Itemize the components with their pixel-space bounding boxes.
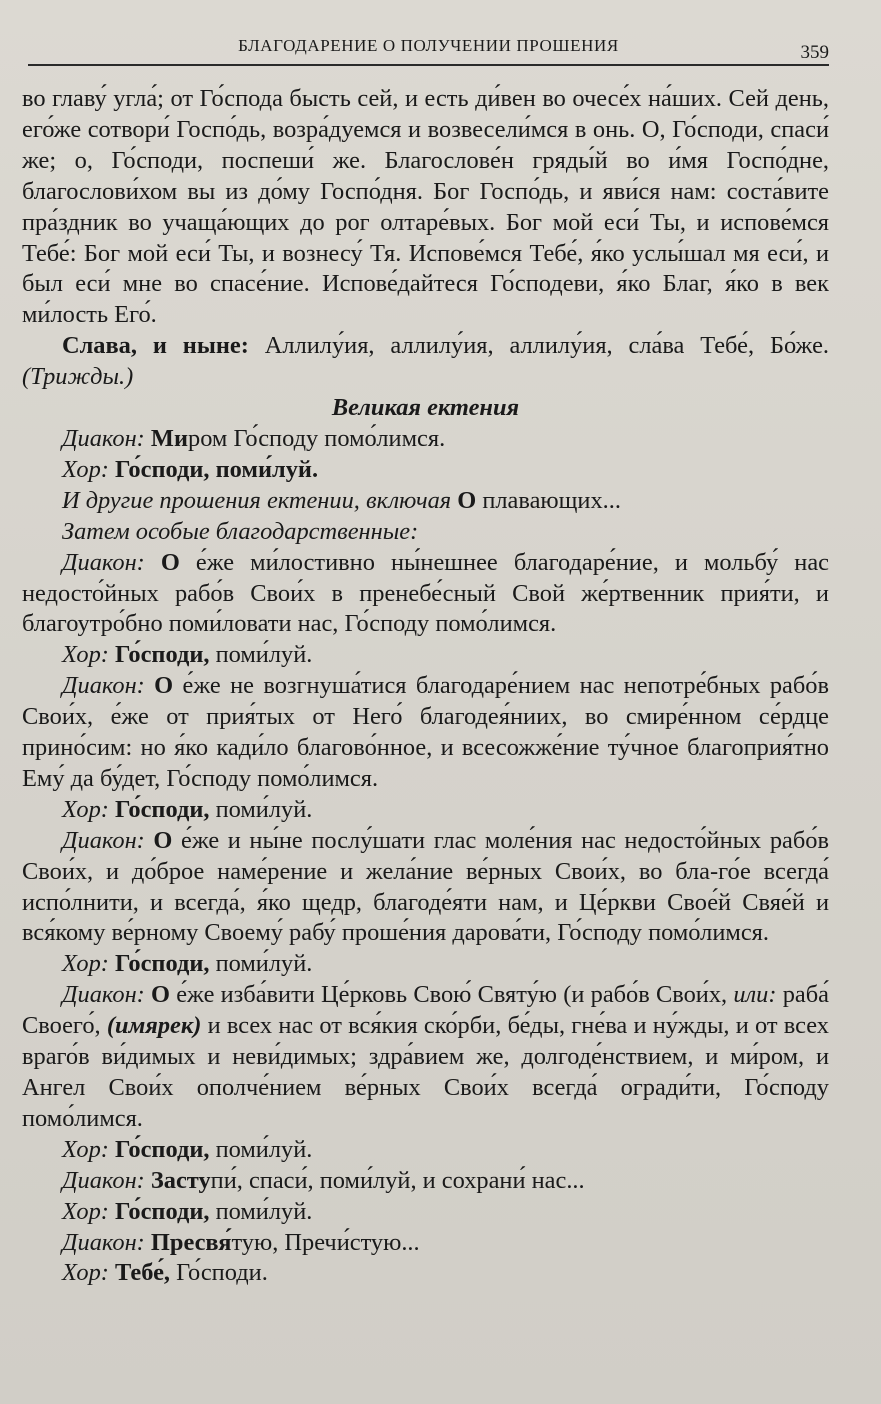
choir-line-3: [22, 795, 829, 826]
speaker-label: Хор:: [62, 641, 109, 669]
choir-line-1: [22, 455, 829, 486]
petition-text-a: е́же изба́вити Це́рковь Свою́ Святу́ю (и рабо́в Свои́х,: [170, 981, 728, 1009]
speaker-label: Диакон:: [62, 1228, 145, 1256]
deacon-line-5: [22, 980, 829, 1135]
deacon-line-2: [22, 548, 829, 641]
choir-line-2: [22, 640, 829, 671]
initial-word: Засту: [144, 1166, 211, 1194]
speaker-label: Диакон:: [62, 424, 145, 452]
glory-note: (Трижды.): [22, 363, 134, 391]
rubric-text: И другие прошения ектении, включая: [62, 486, 452, 514]
choir-line-4: [22, 949, 829, 980]
page-number: 359: [800, 42, 829, 63]
speaker-label: Хор:: [62, 1259, 109, 1287]
response-bold: Го́споди,: [108, 795, 210, 823]
speaker-label: Диакон:: [62, 548, 145, 576]
speaker-label: Хор:: [62, 1197, 109, 1225]
choir-line-7: [22, 1258, 829, 1289]
body-text: [22, 84, 829, 1289]
petition-text: ром Го́споду помо́лимся.: [188, 424, 446, 452]
initial-word: О: [144, 672, 174, 700]
initial-word: Пресвя́: [144, 1228, 232, 1256]
speaker-label: Диакон:: [62, 1166, 145, 1194]
deacon-line-4: [22, 826, 829, 950]
petition-text: пи́, спаси́, поми́луй, и сохрани́ нас...: [210, 1166, 585, 1194]
deacon-line-6: [22, 1166, 829, 1197]
choir-line-6: [22, 1197, 829, 1228]
running-title: БЛАГОДАРЕНИЕ О ПОЛУЧЕНИИ ПРОШЕНИЯ: [238, 36, 619, 55]
initial-word: Ми: [150, 424, 188, 452]
response-text: поми́луй.: [209, 1135, 313, 1163]
speaker-label: Хор:: [62, 795, 109, 823]
speaker-label: Диакон:: [62, 981, 145, 1009]
name-placeholder: (имярек): [100, 1012, 202, 1040]
deacon-line-1: [22, 424, 829, 455]
rubric-tail: плавающих...: [476, 486, 621, 514]
response-bold: Тебе́,: [108, 1259, 170, 1287]
response-text: поми́луй.: [209, 1197, 313, 1225]
speaker-label: Хор:: [62, 1135, 109, 1163]
initial-word: О: [144, 826, 173, 854]
speaker-label: Диакон:: [62, 672, 145, 700]
glory-label: Слава, и ныне:: [62, 332, 249, 360]
deacon-line-3: [22, 671, 829, 795]
petition-text: е́же и ны́не послу́шати глас моле́ния нас недосто́йных рабо́в Свои́х, и до́брое наме́рение и жела́ние ве́рных Свои́х, во бла-го́е всегда́ испо́лнити, и всегда́, я́ко щедр, благоде́яти нам, и Це́ркви Свое́й Свяе́й и вся́кому ве́рному Своему́ рабу́ проше́ния дарова́ти, Го́споду помо́лимся.: [22, 826, 829, 947]
glory-text: Аллилу́ия, аллилу́ия, аллилу́ия, сла́ва Тебе́, Бо́же.: [248, 332, 829, 360]
response-bold: Го́споди,: [108, 1197, 210, 1225]
response-bold: Го́споди,: [108, 641, 210, 669]
or-label: или:: [727, 981, 777, 1009]
rubric-line-2: Затем особые благодарственные:: [62, 517, 419, 545]
choir-line-5: [22, 1135, 829, 1166]
section-title: Великая ектения: [331, 394, 520, 422]
response-text: Го́споди, поми́луй.: [115, 455, 319, 483]
glory-paragraph: [22, 331, 829, 393]
speaker-label: Хор:: [62, 455, 109, 483]
response-text: поми́луй.: [209, 795, 313, 823]
response-text: поми́луй.: [209, 950, 313, 978]
petition-text-b: раба́ Своего́,: [22, 981, 829, 1040]
petition-text: е́же ми́лостивно ны́нешнее благодаре́ние, и мольбу́ нас недосто́йных рабо́в Свои́х в пренебе́сный Свой же́ртвенник прия́ти, и благоутро́бно поми́ловати нас, Го́споду помо́лимся.: [22, 548, 829, 638]
speaker-label: Диакон:: [62, 826, 145, 854]
response-text: поми́луй.: [209, 641, 313, 669]
rubric-line-1: [22, 486, 829, 517]
speaker-label: Хор:: [62, 950, 109, 978]
petition-text: тую, Пречи́стую...: [231, 1228, 420, 1256]
initial-word: О: [144, 981, 170, 1009]
psalm-paragraph: во главу́ угла́; от Го́спода бысть сей, и есть ди́вен во очесе́х на́ших. Сей день, его́же сотвори́ Госпо́дь, возра́дуемся и возвесели́мся в онь. О, Го́споди, спаси́ же; о, Го́споди, поспеши́ же. Благослове́н гряды́й во и́мя Госпо́дне, благослови́хом вы из до́му Госпо́дня. Бог Госпо́дь, и яви́ся нам: соста́вите пра́здник во учаща́ющих до рог олтаре́вых. Бог мой еси́ Ты, и испове́мся Тебе́: Бог мой еси́ Ты, и вознесу́ Тя. Испове́мся Тебе́, я́ко услы́шал мя еси́, и был еси́ мне во спасе́ние. Испове́дайтеся Го́сподеви, я́ко Благ, я́ко в век ми́лость Его́.: [22, 85, 829, 329]
petition-text: е́же не возгнуша́тися благодаре́нием нас непотре́бных рабо́в Свои́х, е́же от прия́тых от Него́ благодея́ниих, во смире́нном се́рдце прино́сим: но я́ко кади́ло благово́нное, и всесожже́ние ту́чное благоприя́тно Ему́ да бу́дет, Го́споду помо́лимся.: [22, 672, 829, 792]
response-text: Го́споди.: [170, 1259, 268, 1287]
response-bold: Го́споди,: [108, 1135, 210, 1163]
initial-word: О: [451, 486, 477, 514]
initial-word: О: [144, 548, 180, 576]
petition-text-c: и всех нас от вся́кия ско́рби, бе́ды, гне́ва и ну́жды, и от всех враго́в ви́димых и неви́димых; здра́вием же, долгоде́нствием, и ми́ром, и Ангел Свои́х ополче́нием ве́рных Свои́х всегда́ огради́ти, Го́споду помо́лимся.: [22, 1012, 829, 1132]
page-header: [28, 30, 829, 66]
deacon-line-7: [22, 1228, 829, 1259]
response-bold: Го́споди,: [108, 950, 210, 978]
